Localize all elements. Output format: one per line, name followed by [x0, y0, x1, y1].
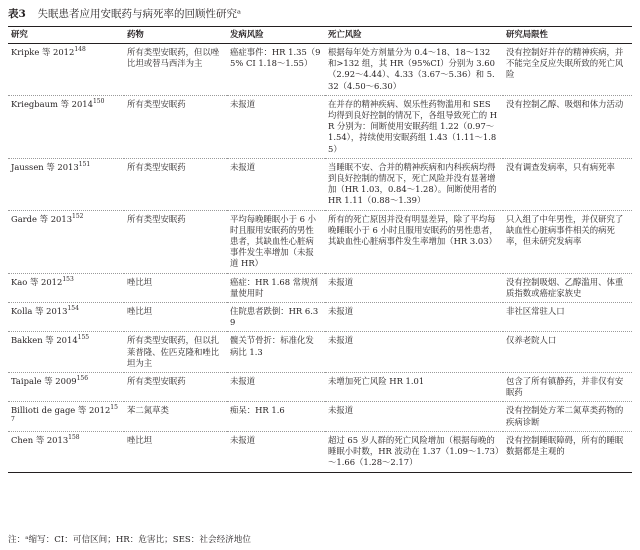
cell-limitation-text: 没有控制睡眠障碍，所有的睡眠数据都是主观的: [506, 434, 624, 457]
cell-incidence-text: 髋关节骨折：标准化发病比 1.3: [230, 335, 314, 357]
cell-incidence-text: 痴呆：HR 1.6: [230, 405, 285, 416]
header-limitation: 研究局限性: [503, 27, 632, 44]
header-study: 研究: [8, 27, 124, 44]
reference-number: 150: [92, 98, 105, 106]
cell-limitation: [503, 273, 632, 302]
cell-mortality-text: 未报道: [328, 306, 354, 317]
cell-study-text: Kolla 等 2013: [11, 306, 68, 317]
table-row: [8, 273, 632, 302]
cell-limitation-text: 没有控制乙醇、吸烟和体力活动: [506, 98, 624, 109]
cell-mortality: [325, 95, 503, 158]
cell-mortality-text: 未报道: [328, 405, 354, 416]
cell-drug-text: 苯二氮草类: [127, 405, 169, 416]
reference-number: 156: [76, 375, 89, 383]
reference-number: 153: [62, 275, 74, 283]
cell-drug-text: 所有类型安眠药: [127, 376, 186, 387]
cell-incidence-text: 癌症：HR 1.68 常规剂量使用时: [230, 276, 318, 298]
cell-mortality: [325, 332, 503, 373]
cell-drug: [124, 273, 227, 302]
cell-incidence: [227, 332, 325, 373]
cell-incidence: [227, 210, 325, 273]
cell-drug: [124, 158, 227, 210]
cell-limitation-text: 没有控制吸烟、乙醇滥用、体重质指数或癌症家族史: [506, 276, 624, 298]
cell-mortality: [325, 402, 503, 431]
cell-drug-text: 所有类型安眠药: [127, 161, 186, 172]
cell-study: [8, 158, 124, 210]
cell-limitation: [503, 373, 632, 402]
table-row: [8, 431, 632, 472]
cell-drug-text: 唑比坦: [127, 306, 153, 317]
cell-mortality-text: 未报道: [328, 276, 354, 287]
cell-incidence: [227, 44, 325, 96]
cell-limitation-text: 包含了所有镇静药，并非仅有安眠药: [506, 376, 624, 398]
cell-limitation: [503, 303, 632, 332]
reference-number: 154: [67, 305, 79, 313]
cell-mortality-text: 所有的死亡原因并没有明显差异，除了平均每晚睡眠小于 6 小时且服用安眠药的男性患者，其缺血性心脏病事件发生率增加（HR 3.03）: [328, 213, 498, 247]
cell-study-text: Kao 等 2012: [11, 276, 63, 287]
cell-drug: [124, 95, 227, 158]
study-table: [8, 26, 632, 473]
cell-incidence-text: 癌症事件：HR 1.35（95% CI 1.18～1.55）: [230, 47, 321, 69]
table-row: [8, 44, 632, 96]
cell-study-text: Billioti de gage 等 2012: [11, 405, 111, 416]
cell-mortality: [325, 158, 503, 210]
cell-drug-text: 所有类型安眠药，但以扎莱普隆、佐匹克隆和唑比坦为主: [127, 335, 220, 368]
cell-study: [8, 431, 124, 472]
cell-limitation-text: 没有控制好并存的精神疾病，并不能完全反应失眠所致的死亡风险: [506, 47, 624, 80]
cell-mortality: [325, 44, 503, 96]
table-row: [8, 95, 632, 158]
cell-mortality: [325, 303, 503, 332]
cell-study: [8, 373, 124, 402]
cell-study: [8, 210, 124, 273]
cell-mortality: [325, 431, 503, 472]
cell-study-text: Jaussen 等 2013: [11, 161, 79, 172]
cell-incidence-text: 住院患者跌倒：HR 6.39: [230, 306, 319, 328]
table-row: [8, 158, 632, 210]
cell-limitation-text: 只入组了中年男性，并仅研究了缺血性心脏病事件相关的病死率，但未研究发病率: [506, 213, 624, 247]
cell-incidence-text: 未报道: [230, 98, 256, 109]
cell-drug-text: 所有类型安眠药: [127, 213, 186, 224]
cell-incidence-text: 平均每晚睡眠小于 6 小时且服用安眠药的男性患者，其缺血性心脏病事件发生率增加（未报道 HR）: [230, 213, 317, 269]
cell-limitation: [503, 210, 632, 273]
cell-limitation: [503, 431, 632, 472]
cell-study: [8, 303, 124, 332]
table-number: 表3: [8, 8, 26, 20]
cell-drug: [124, 332, 227, 373]
cell-study-text: Kriegbaum 等 2014: [11, 98, 93, 109]
cell-study-text: Garde 等 2013: [11, 213, 73, 224]
table-row: [8, 303, 632, 332]
reference-number: 148: [74, 46, 86, 54]
table-row: [8, 332, 632, 373]
cell-incidence: [227, 303, 325, 332]
cell-limitation: [503, 402, 632, 431]
cell-limitation-text: 仅养老院人口: [506, 335, 557, 346]
cell-drug: [124, 44, 227, 96]
cell-study: [8, 273, 124, 302]
reference-number: 157: [11, 404, 118, 423]
cell-drug: [124, 373, 227, 402]
cell-mortality: [325, 373, 503, 402]
cell-mortality-text: 未报道: [328, 335, 354, 346]
cell-drug-text: 所有类型安眠药，但以唑比坦或替马西泮为主: [127, 47, 220, 69]
cell-limitation: [503, 44, 632, 96]
cell-study-text: Kripke 等 2012: [11, 47, 75, 57]
cell-limitation-text: 非社区常驻人口: [506, 306, 565, 317]
cell-mortality-text: 根据每年处方剂量分为 0.4～18、18～132 和>132 组，其 HR（95%CI）分别为 3.60（2.92～4.44）、4.33（3.67～5.36）和 5.32（4.50～6.30）: [328, 47, 495, 91]
cell-incidence: [227, 95, 325, 158]
cell-incidence: [227, 373, 325, 402]
cell-mortality: [325, 273, 503, 302]
reference-number: 152: [72, 212, 84, 220]
cell-mortality: [325, 210, 503, 273]
header-row: [8, 27, 632, 44]
cell-incidence-text: 未报道: [230, 376, 256, 387]
table-title: 失眠患者应用安眠药与病死率的回顾性研究ᵃ: [37, 8, 242, 20]
cell-incidence: [227, 273, 325, 302]
cell-incidence-text: 未报道: [230, 434, 256, 445]
cell-study-text: Chen 等 2013: [11, 434, 69, 445]
header-incidence: 发病风险: [227, 27, 325, 44]
cell-limitation: [503, 95, 632, 158]
reference-number: 151: [78, 161, 91, 169]
cell-limitation-text: 没有调查发病率，只有病死率: [506, 161, 615, 172]
cell-study: [8, 95, 124, 158]
cell-study: [8, 44, 124, 96]
table-row: [8, 402, 632, 431]
cell-study: [8, 332, 124, 373]
cell-drug: [124, 210, 227, 273]
cell-drug-text: 唑比坦: [127, 434, 153, 445]
cell-incidence: [227, 431, 325, 472]
cell-mortality-text: 在并存的精神疾病、娱乐性药物滥用和 SES 均得到良好控制的情况下，各组导致死亡的 HR 分别为：间断使用安眠药组 1.22（0.97～1.54），持续使用安眠药组 1.43（1.11～1.85）: [328, 98, 498, 154]
cell-incidence: [227, 402, 325, 431]
reference-number: 158: [68, 434, 80, 442]
cell-drug-text: 唑比坦: [127, 276, 153, 287]
cell-drug: [124, 431, 227, 472]
cell-drug: [124, 402, 227, 431]
cell-drug: [124, 303, 227, 332]
cell-mortality-text: 未增加死亡风险 HR 1.01: [328, 376, 425, 387]
cell-study-text: Taipale 等 2009: [11, 376, 77, 387]
cell-limitation-text: 没有控制处方苯二氮草类药物的疾病诊断: [506, 405, 624, 427]
cell-limitation: [503, 332, 632, 373]
cell-drug-text: 所有类型安眠药: [127, 98, 186, 109]
table-caption: [8, 6, 241, 21]
reference-number: 155: [77, 334, 90, 342]
table-row: [8, 373, 632, 402]
cell-mortality-text: 当睡眠不安、合并的精神疾病和内科疾病均得到良好控制的情况下，死亡风险并没有显著增加（HR 1.03，0.84～1.28）。间断使用者的 HR 1.11（0.88～1.39）: [328, 161, 497, 206]
header-drug: 药物: [124, 27, 227, 44]
table-footnote: 注：ᵃ缩写：CI：可信区间；HR：危害比；SES：社会经济地位: [8, 535, 251, 545]
cell-incidence: [227, 158, 325, 210]
cell-study-text: Bakken 等 2014: [11, 335, 78, 346]
table-row: [8, 210, 632, 273]
cell-mortality-text: 超过 65 岁人群的死亡风险增加（根据每晚的睡眠小时数，HR 波动在 1.37（1.09～1.73）～1.66（1.28～2.17）: [328, 434, 500, 468]
cell-limitation: [503, 158, 632, 210]
cell-incidence-text: 未报道: [230, 161, 256, 172]
cell-study: [8, 402, 124, 431]
header-mortality: 死亡风险: [325, 27, 503, 44]
